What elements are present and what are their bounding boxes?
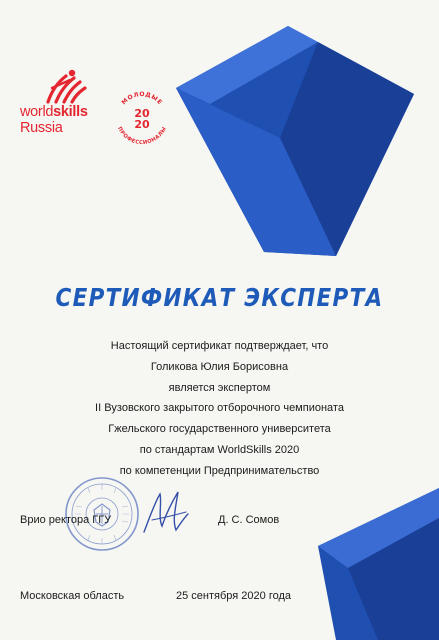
signer-role: Врио ректора ГГУ bbox=[20, 514, 112, 526]
issue-date: 25 сентября 2020 года bbox=[176, 590, 291, 602]
worldskills-wordmark: worldskills Russia bbox=[20, 104, 88, 136]
svg-text:МОЛОДЫЕ bbox=[121, 91, 164, 106]
body-line: II Вузовского закрытого отборочного чемпионата bbox=[95, 402, 344, 415]
worldskills-figure-icon bbox=[42, 68, 88, 104]
body-line: Настоящий сертификат подтверждает, что bbox=[110, 340, 329, 352]
recipient-name: Голикова Юлия Борисовна bbox=[150, 360, 289, 373]
blue-cube-large bbox=[168, 20, 418, 260]
young-professionals-2020-logo bbox=[110, 86, 174, 150]
competency-line: по компетенции Предпринимательство bbox=[119, 464, 320, 477]
certificate-title: СЕРТИФИКАТ ЭКСПЕРТА bbox=[55, 283, 384, 312]
body-line: по стандартам WorldSkills 2020 bbox=[139, 443, 300, 456]
worldskills-logo bbox=[20, 68, 120, 146]
mp-year-bottom: 20 bbox=[134, 118, 150, 131]
mp-year-top: 20 bbox=[134, 107, 150, 120]
handwritten-signature bbox=[138, 484, 194, 540]
issue-place: Московская область bbox=[20, 590, 125, 602]
mp-ring-top-text: МОЛОДЫЕ bbox=[120, 90, 164, 107]
signer-name: Д. С. Сомов bbox=[218, 514, 280, 526]
body-line: является экспертом bbox=[168, 381, 271, 394]
blue-cube-small bbox=[318, 488, 439, 640]
body-line: Гжельского государственного университета bbox=[108, 423, 331, 436]
mp-ring-bottom-text: ПРОФЕССИОНАЛЫ bbox=[116, 126, 168, 147]
certificate-body bbox=[0, 336, 439, 482]
